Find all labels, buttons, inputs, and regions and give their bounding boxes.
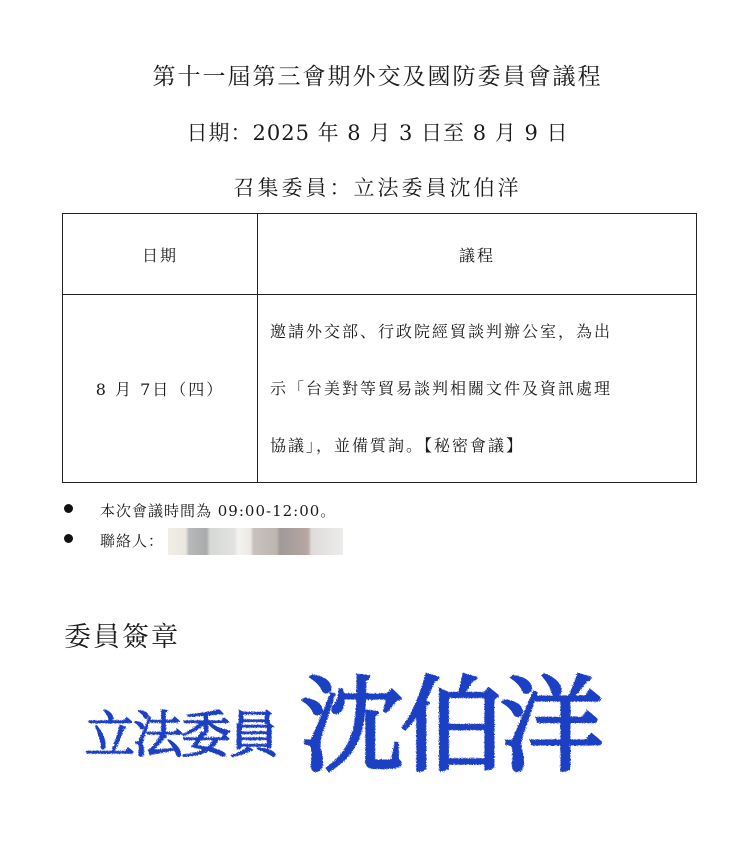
agenda-table <box>62 213 697 483</box>
table-row <box>63 295 697 483</box>
list-item <box>64 526 343 556</box>
agenda-item-line: 邀請外交部、行政院經貿談判辦公室，為出 <box>270 322 613 341</box>
bullet-icon <box>64 534 73 543</box>
notes-list <box>64 496 343 556</box>
table-header-row <box>63 214 697 295</box>
agenda-item-line: 協議」，並備質詢。【秘密會議】 <box>270 436 525 455</box>
bullet-icon <box>64 504 73 513</box>
stamp-name-text: 沈伯洋 <box>300 664 601 787</box>
signature-stamp <box>85 660 655 800</box>
signature-label: 委員簽章 <box>64 622 180 653</box>
column-header-agenda: 議程 <box>258 214 697 295</box>
stamp-title-text: 立法委員 <box>85 705 277 764</box>
meeting-time-note: 本次會議時間為 09:00-12:00。 <box>100 502 337 520</box>
agenda-item-line: 示「台美對等貿易談判相關文件及資訊處理 <box>270 379 613 398</box>
list-item <box>64 496 343 526</box>
meeting-date-range: 日期：2025 年 8 月 3 日至 8 月 9 日 <box>186 121 569 145</box>
page-title: 第十一屆第三會期外交及國防委員會議程 <box>152 64 603 90</box>
convener-line: 召集委員：立法委員沈伯洋 <box>233 176 522 200</box>
redacted-contact-name <box>168 528 343 555</box>
column-header-date: 日期 <box>63 214 258 295</box>
contact-label: 聯絡人： <box>100 532 165 550</box>
agenda-date-cell: 8 月 7日（四） <box>63 295 258 483</box>
agenda-item-cell <box>258 295 697 483</box>
